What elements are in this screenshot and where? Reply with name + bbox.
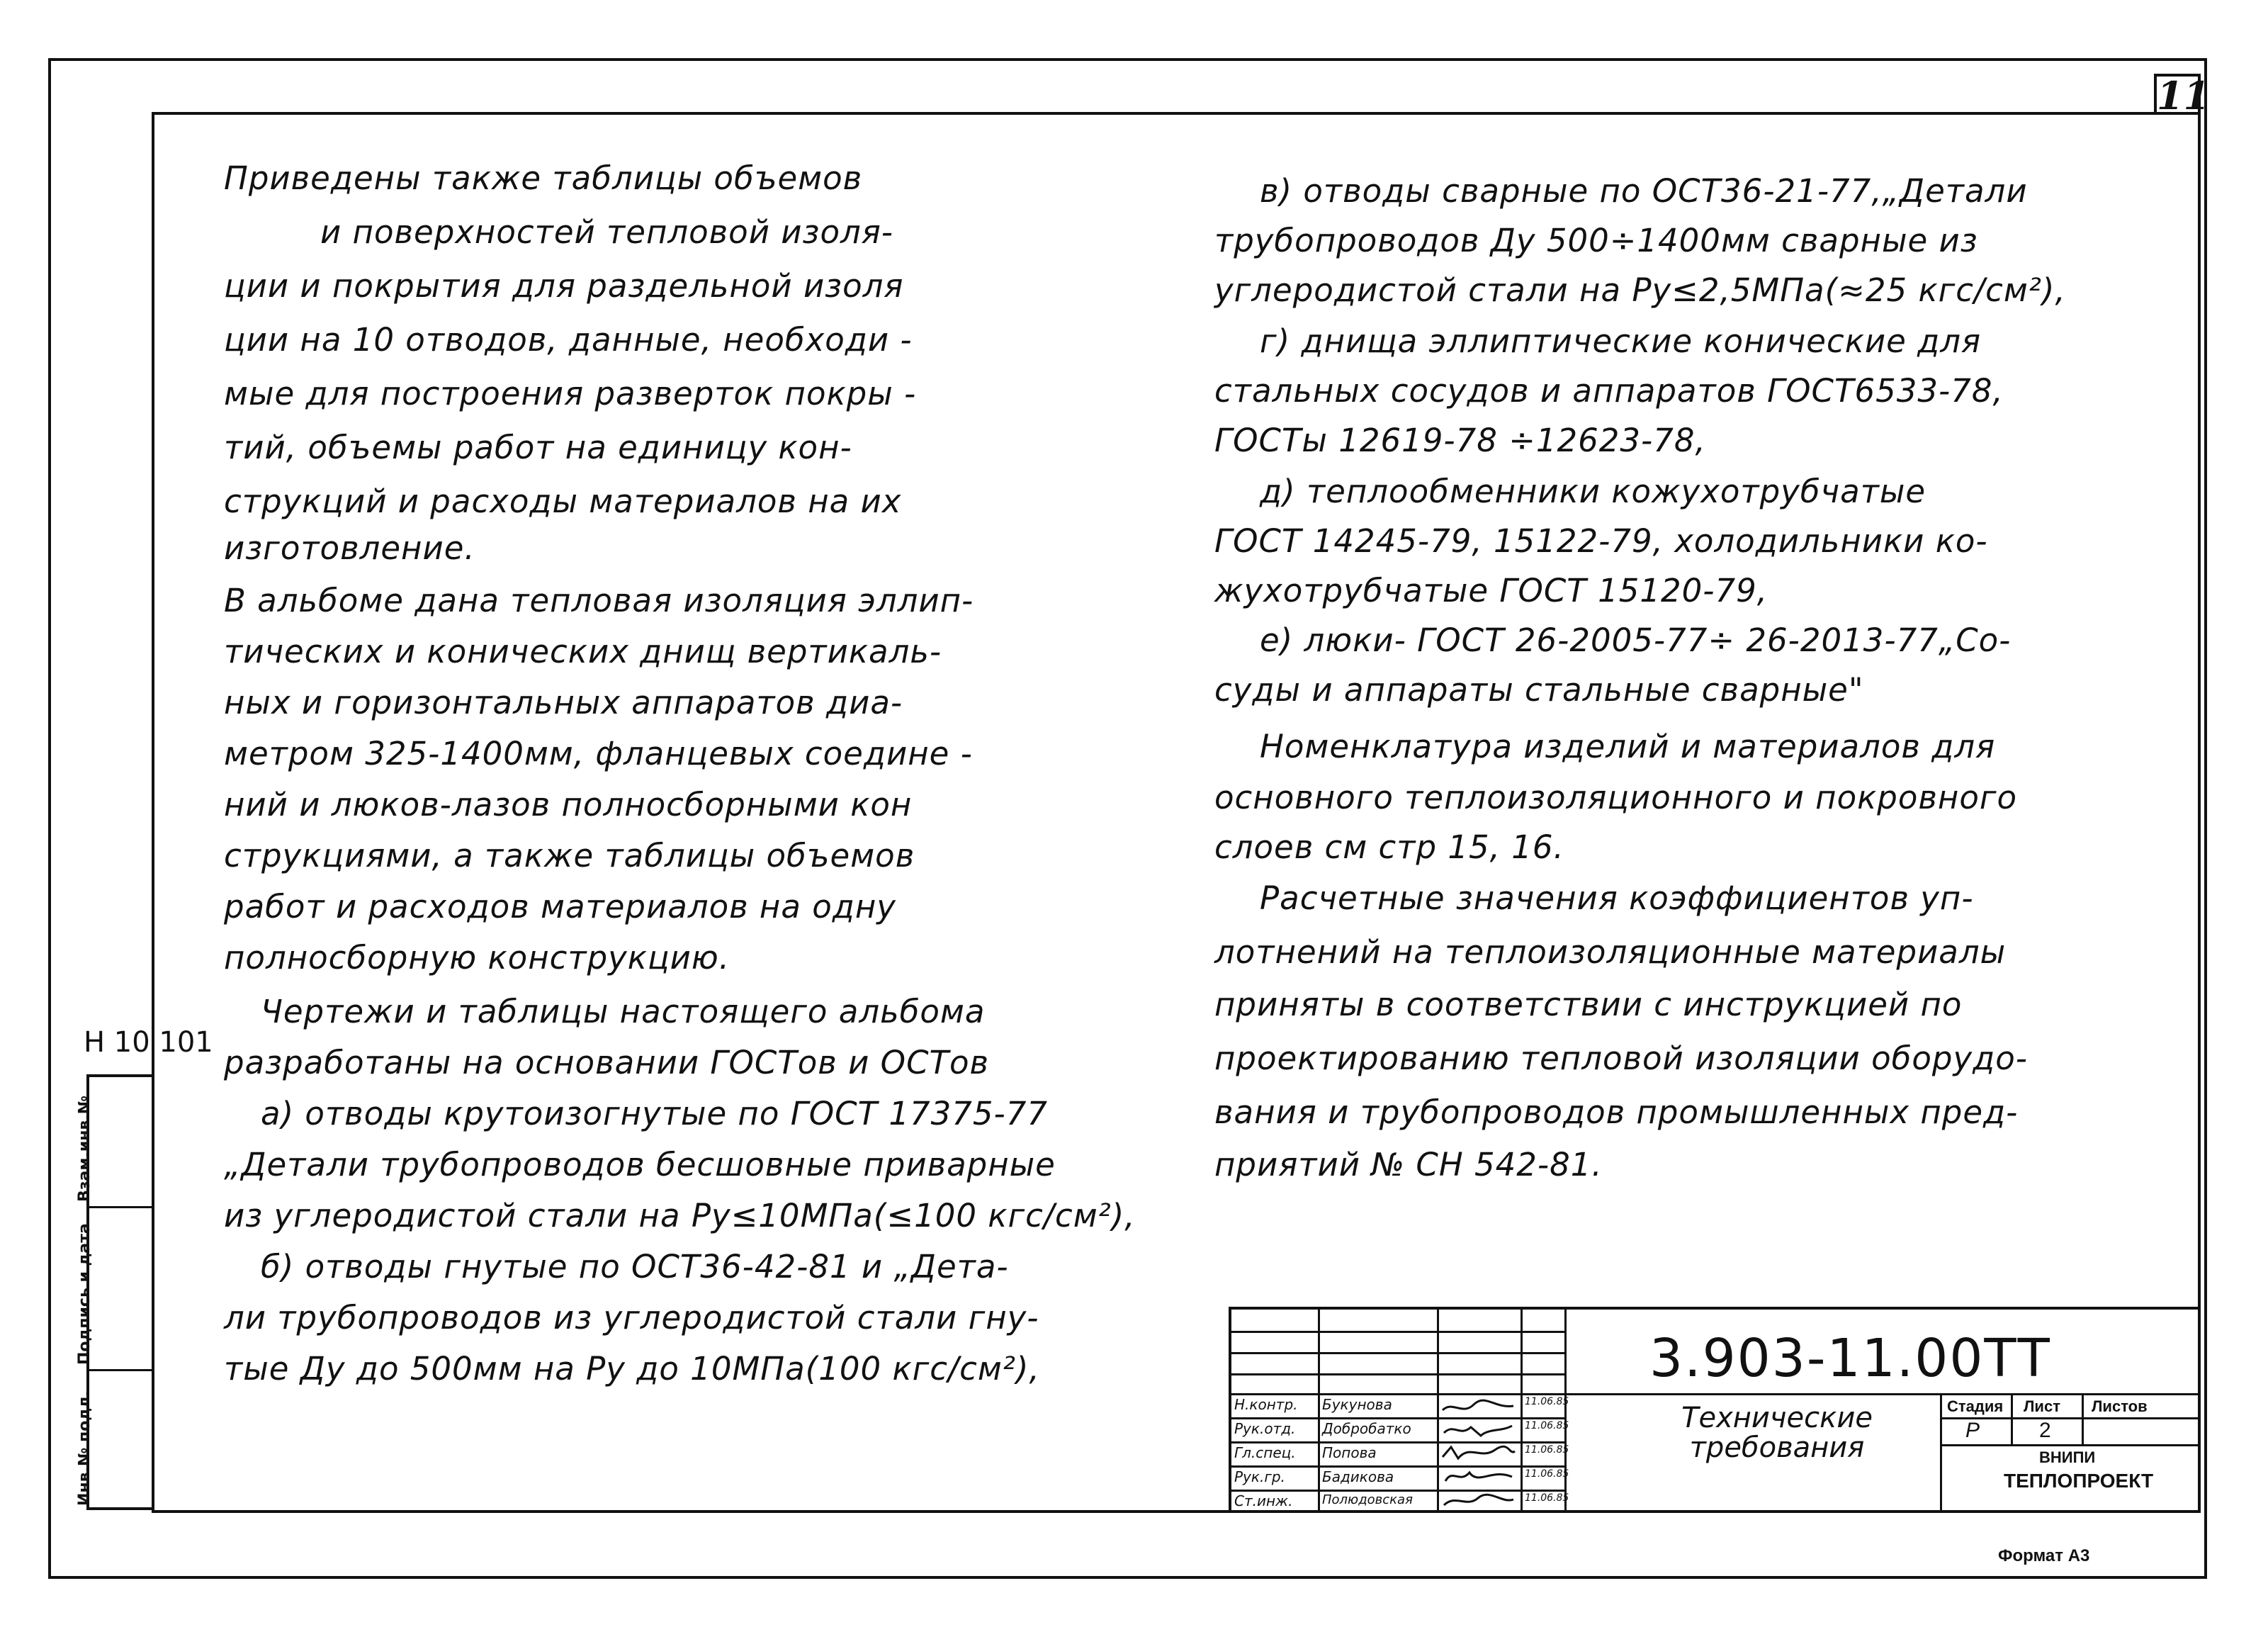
sheet-value: 2: [2039, 1419, 2051, 1442]
text-line: в) отводы сварные по ОСТ36-21-77,„Детали: [1260, 172, 2028, 210]
text-line: ний и люков-лазов полносборными кон: [224, 786, 913, 823]
text-line: проектированию тепловой изоляции оборудо-: [1214, 1040, 2028, 1077]
text-line: „Детали трубопроводов бесшовные приварные: [224, 1146, 1056, 1183]
signature-role: Гл.спец.: [1234, 1444, 1296, 1461]
document-title: Технические требования: [1681, 1402, 1873, 1464]
signature-name: Букунова: [1322, 1396, 1392, 1413]
org-line1: ВНИПИ: [2039, 1448, 2096, 1466]
signature-name: Добробатко: [1322, 1420, 1411, 1437]
text-line: полносборную конструкцию.: [224, 939, 730, 977]
stage-value: Р: [1965, 1419, 1980, 1442]
text-line: ции на 10 отводов, данные, необходи -: [224, 321, 913, 359]
text-line: стальных сосудов и аппаратов ГОСТ6533-78,: [1214, 372, 2004, 410]
signature-role: Н.контр.: [1234, 1396, 1298, 1413]
text-line: Приведены также таблицы объемов: [224, 159, 863, 197]
signature-role: Рук.гр.: [1234, 1468, 1285, 1485]
text-line: Расчетные значения коэффициентов уп-: [1260, 879, 1974, 917]
text-line: трубопроводов Ду 500÷1400мм сварные из: [1214, 222, 1978, 259]
side-stamp-cell: [76, 1208, 152, 1371]
text-line: из углеродистой стали на Ру≤10МПа(≤100 кгс/см²),: [224, 1197, 1136, 1234]
text-line: и поверхностей тепловой изоля-: [320, 213, 894, 251]
signature-name: Бадикова: [1322, 1468, 1394, 1485]
signature-name: Полюдовская: [1322, 1492, 1413, 1507]
side-stamp-label: Подпись и дата: [76, 1223, 94, 1365]
signature-date: 11.06.85: [1525, 1492, 1569, 1504]
org-line2: ТЕПЛОПРОЕКТ: [2004, 1470, 2154, 1492]
text-line: ГОСТ 14245-79, 15122-79, холодильники ко-: [1214, 522, 1988, 560]
text-line: слоев см стр 15, 16.: [1214, 828, 1564, 866]
page-number: 11: [2154, 74, 2201, 115]
text-line: г) днища эллиптические конические для: [1260, 322, 1982, 360]
text-line: тий, объемы работ на единицу кон-: [224, 429, 852, 466]
text-line: приятий № СН 542-81.: [1214, 1146, 1603, 1183]
text-line: а) отводы крутоизогнутые по ГОСТ 17375-77: [261, 1095, 1049, 1132]
signature-date: 11.06.85: [1525, 1420, 1569, 1431]
signature-name: Попова: [1322, 1444, 1377, 1461]
signature-scribbles: [1438, 1395, 1519, 1514]
text-line: б) отводы гнутые по ОСТ36-42-81 и „Дета-: [261, 1248, 1009, 1285]
signature-role: Рук.отд.: [1234, 1420, 1296, 1437]
side-stamp-label: Инв.№ подл.: [76, 1390, 94, 1506]
text-line: ции и покрытия для раздельной изоля: [224, 267, 904, 305]
text-line: жухотрубчатые ГОСТ 15120-79,: [1214, 572, 1768, 609]
signature-date: 11.06.85: [1525, 1468, 1569, 1480]
text-line: тических и конических днищ вертикаль-: [224, 633, 942, 670]
text-line: д) теплообменники кожухотрубчатые: [1260, 473, 1926, 510]
text-line: углеродистой стали на Ру≤2,5МПа(≈25 кгс/см²),: [1214, 271, 2066, 309]
title-block: [1229, 1307, 2201, 1513]
text-line: Чертежи и таблицы настоящего альбома: [261, 993, 986, 1030]
text-line: ных и горизонтальных аппаратов диа-: [224, 684, 903, 721]
text-line: лотнений на теплоизоляционные материалы: [1214, 933, 2007, 971]
text-line: тые Ду до 500мм на Ру до 10МПа(100 кгс/см²),: [224, 1350, 1040, 1388]
text-line: мые для построения разверток покры -: [224, 375, 917, 412]
text-line: ли трубопроводов из углеродистой стали гну-: [224, 1299, 1039, 1336]
text-line: суды и аппараты стальные сварные": [1214, 671, 1864, 709]
text-line: разработаны на основании ГОСТов и ОСТов: [224, 1044, 990, 1081]
side-stamp-code: Н 10 101: [84, 1026, 213, 1059]
side-stamp: [76, 1074, 152, 1510]
text-line: основного теплоизоляционного и покровного: [1214, 779, 2018, 816]
sheet-header: Лист: [2024, 1397, 2060, 1415]
format-label: Формат А3: [1998, 1546, 2090, 1565]
signature-date: 11.06.85: [1525, 1444, 1569, 1456]
text-line: е) люки- ГОСТ 26-2005-77÷ 26-2013-77„Со-: [1260, 621, 2012, 659]
text-line: ГОСТы 12619-78 ÷12623-78,: [1214, 422, 1706, 459]
text-line: В альбоме дана тепловая изоляция эллип-: [224, 582, 974, 619]
text-line: Номенклатура изделий и материалов для: [1260, 728, 1996, 765]
stage-header: Стадия: [1947, 1397, 2004, 1415]
signature-role: Ст.инж.: [1234, 1492, 1293, 1509]
sheets-header: Листов: [2092, 1397, 2148, 1415]
text-line: струкций и расходы материалов на их: [224, 483, 902, 520]
text-line: изготовление.: [224, 529, 475, 567]
text-line: струкциями, а также таблицы объемов: [224, 837, 915, 874]
text-line: приняты в соответствии с инструкцией по: [1214, 986, 1963, 1023]
document-code: 3.903-11.00ТТ: [1649, 1328, 2051, 1389]
signature-date: 11.06.85: [1525, 1396, 1569, 1407]
text-line: работ и расходов материалов на одну: [224, 888, 896, 925]
text-line: метром 325-1400мм, фланцевых соедине -: [224, 735, 973, 772]
text-line: вания и трубопроводов промышленных пред-: [1214, 1093, 2019, 1131]
side-stamp-cell: [76, 1371, 152, 1510]
side-stamp-cell: [76, 1077, 152, 1208]
side-stamp-label: Взам.инв.№: [76, 1095, 94, 1202]
